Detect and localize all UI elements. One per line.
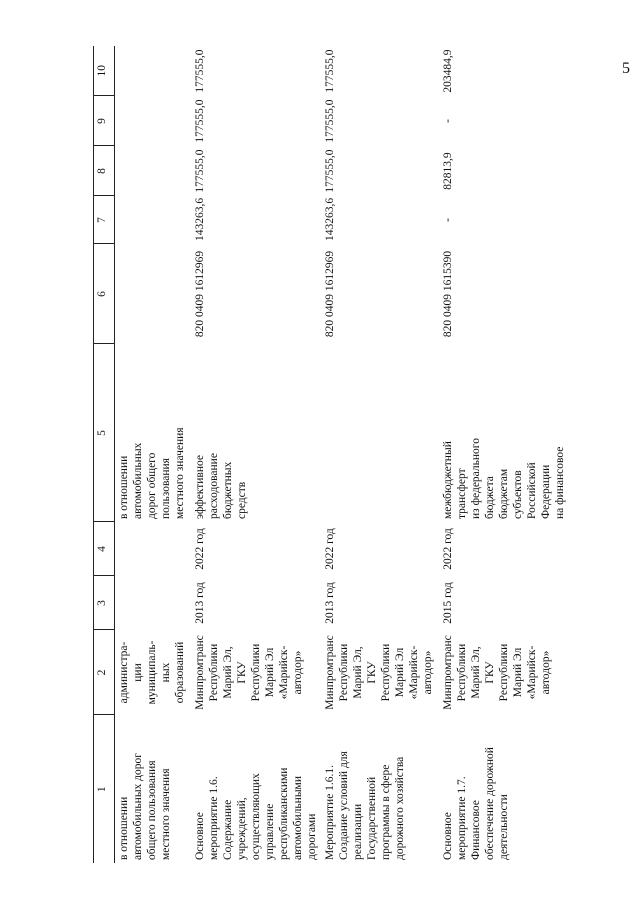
- text-line: администра-: [118, 641, 130, 704]
- text-line: муниципаль-: [146, 640, 159, 705]
- text-line: республиканскими: [278, 767, 291, 860]
- text-line: ции: [132, 663, 145, 682]
- text-line: деятельности: [498, 794, 511, 860]
- header-row: [94, 46, 115, 863]
- cell-budget-code: [115, 244, 192, 344]
- text-line: Федерации: [540, 464, 553, 519]
- text-line: «Марийск-: [278, 645, 291, 700]
- page-number: 5: [622, 60, 630, 77]
- text-line: автомобильных: [132, 442, 145, 519]
- text-line: Марий Эл,: [352, 646, 365, 699]
- cell-event-name: [439, 715, 571, 863]
- table-row: [115, 46, 192, 863]
- text-line: Государственной: [366, 776, 379, 860]
- text-line: программы в сфере: [380, 764, 393, 860]
- text-line: ГКУ: [366, 661, 379, 684]
- text-line: дорог общего: [146, 452, 159, 519]
- text-line: эффективное: [194, 454, 206, 519]
- text-line: пользования: [160, 458, 173, 519]
- text-line: ГКУ: [484, 661, 497, 684]
- cell-value-8: 177555,0: [194, 149, 206, 193]
- header-cell-9: 9: [94, 96, 115, 146]
- text-line: Республики: [456, 643, 469, 702]
- text-line: Основное: [442, 812, 455, 860]
- cell-value-7: [115, 196, 192, 244]
- text-line: Финансовое: [470, 800, 483, 860]
- text-line: в отношении: [118, 455, 130, 519]
- cell-start-year: [115, 576, 192, 630]
- text-line: Минпромтранс: [442, 635, 455, 710]
- cell-end-year: 2022 год: [442, 528, 455, 570]
- header-cell-7: 7: [94, 196, 115, 244]
- cell-value-7: -: [442, 218, 455, 222]
- cell-value-8: [115, 146, 192, 196]
- text-line: «Марийск-: [408, 645, 421, 700]
- text-line: из федерального: [470, 438, 483, 519]
- text-line: Республики: [250, 643, 263, 702]
- cell-event-name: [191, 715, 321, 863]
- text-line: Республики: [208, 643, 221, 702]
- rotated-table-container: [93, 49, 567, 863]
- program-table: [93, 46, 571, 863]
- text-line: автомобильными: [292, 776, 305, 860]
- cell-start-year: 2013 год: [194, 582, 206, 624]
- text-line: Минпромтранс: [194, 635, 206, 710]
- text-line: Марий Эл,: [222, 646, 235, 699]
- text-line: межбюджетный: [442, 441, 455, 519]
- text-line: Российской: [526, 462, 539, 519]
- header-cell-8: 8: [94, 146, 115, 196]
- text-line: бюджетных: [222, 461, 235, 519]
- cell-value-10: 203484,9: [442, 49, 455, 93]
- text-line: Республики: [498, 643, 511, 702]
- text-line: субъектов: [512, 470, 525, 519]
- cell-event-name: [321, 715, 439, 863]
- cell-result: [439, 344, 571, 522]
- header-cell-5: 5: [94, 344, 115, 522]
- text-line: Марий Эл: [394, 647, 407, 698]
- text-line: Мероприятие 1.6.1.: [324, 764, 337, 860]
- header-cell-4: 4: [94, 522, 115, 576]
- cell-start-year: 2015 год: [442, 582, 455, 624]
- header-cell-10: 10: [94, 46, 115, 96]
- text-line: Создание условий для: [338, 751, 351, 860]
- cell-value-9: -: [442, 119, 455, 123]
- table-row: [321, 46, 439, 863]
- text-line: бюджетам: [498, 468, 511, 519]
- text-line: дорожного хозяйства: [394, 756, 407, 860]
- cell-value-10: 177555,0: [324, 49, 337, 93]
- text-line: в отношении: [118, 796, 130, 860]
- text-line: Минпромтранс: [324, 635, 337, 710]
- cell-value-10: [115, 46, 192, 96]
- cell-value-9: 177555,0: [194, 99, 206, 143]
- text-line: автодор»: [422, 650, 435, 695]
- cell-value-8: 177555,0: [324, 149, 337, 193]
- header-cell-3: 3: [94, 576, 115, 630]
- cell-result: [191, 344, 321, 522]
- text-line: Республики: [338, 643, 351, 702]
- cell-executor: [321, 630, 439, 715]
- cell-budget-code: 820 0409 1612969: [194, 250, 206, 338]
- table-row: [439, 46, 571, 863]
- cell-result: [115, 344, 192, 522]
- cell-value-7: 143263,6: [194, 197, 206, 241]
- text-line: мероприятие 1.7.: [456, 776, 469, 860]
- cell-end-year: 2022 год: [194, 528, 206, 570]
- cell-value-8: 82813,9: [442, 152, 455, 190]
- header-cell-6: 6: [94, 244, 115, 344]
- text-line: автодор»: [540, 650, 553, 695]
- text-line: автодор»: [292, 650, 305, 695]
- cell-executor: [191, 630, 321, 715]
- text-line: осуществляющих: [250, 773, 263, 860]
- text-line: ГКУ: [236, 661, 249, 684]
- text-line: автомобильных дорог: [132, 753, 145, 860]
- text-line: «Марийск-: [526, 645, 539, 700]
- cell-result: [321, 344, 439, 522]
- text-line: Основное: [194, 812, 206, 860]
- text-line: учреждений,: [236, 797, 249, 860]
- text-line: дорогами: [306, 813, 319, 860]
- cell-end-year: [115, 522, 192, 576]
- text-line: образований: [174, 641, 187, 704]
- text-line: бюджета: [484, 476, 497, 519]
- text-line: Содержание: [222, 799, 235, 860]
- cell-budget-code: 820 0409 1612969: [324, 250, 337, 338]
- cell-value-10: 177555,0: [194, 49, 206, 93]
- text-line: местного значения: [160, 768, 173, 860]
- text-line: на финансовое: [554, 446, 567, 519]
- text-line: Марий Эл: [512, 647, 525, 698]
- header-cell-2: 2: [94, 630, 115, 715]
- text-line: средств: [236, 481, 249, 519]
- text-line: Республики: [380, 643, 393, 702]
- text-line: трансферт: [456, 468, 469, 519]
- cell-executor: [115, 630, 192, 715]
- text-line: ных: [160, 662, 173, 683]
- text-line: общего пользования: [146, 760, 159, 860]
- text-line: местного значения: [174, 427, 187, 519]
- cell-value-7: 143263,6: [324, 197, 337, 241]
- table-row: [191, 46, 321, 863]
- cell-start-year: 2013 год: [324, 582, 337, 624]
- cell-event-name: [115, 715, 192, 863]
- text-line: управление: [264, 803, 277, 860]
- text-line: обеспечение дорожной: [484, 747, 497, 860]
- cell-value-9: 177555,0: [324, 99, 337, 143]
- text-line: реализации: [352, 803, 365, 860]
- cell-budget-code: 820 0409 1615390: [442, 250, 455, 338]
- text-line: мероприятие 1.6.: [208, 776, 221, 860]
- header-cell-1: 1: [94, 715, 115, 863]
- cell-value-9: [115, 96, 192, 146]
- text-line: Марий Эл,: [470, 646, 483, 699]
- cell-executor: [439, 630, 571, 715]
- text-line: расходование: [208, 453, 221, 519]
- cell-end-year: 2022 год: [324, 528, 337, 570]
- text-line: Марий Эл: [264, 647, 277, 698]
